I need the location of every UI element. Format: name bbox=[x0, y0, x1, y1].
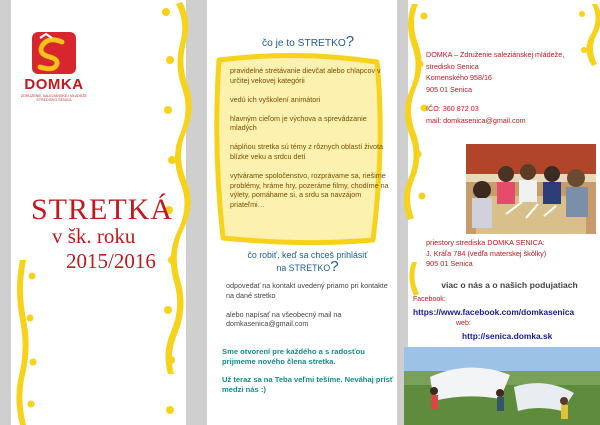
logo-subtitle-line-1: ZDRUŽENIE SALEZIÁNSKEJ MLÁDEŽE bbox=[21, 94, 87, 98]
logo-subtitle bbox=[21, 94, 87, 103]
group-photo-table bbox=[466, 144, 596, 234]
join-instructions bbox=[226, 281, 391, 338]
venue-block bbox=[426, 238, 596, 270]
question-1-text: čo je to STRETKO bbox=[262, 38, 346, 49]
web-label: web: bbox=[456, 320, 471, 327]
facebook-label: Facebook: bbox=[413, 296, 446, 303]
venue-city: 905 01 Senica bbox=[426, 259, 473, 268]
stretko-description-list bbox=[230, 66, 390, 219]
welcome-line-1: Sme otvorení pre každého a s radosťou prijmeme nového člena stretka. bbox=[222, 347, 365, 366]
question-how-to-join bbox=[235, 250, 380, 274]
question-1-mark: ? bbox=[345, 33, 355, 50]
venue-address: J. Kráľa 784 (vedľa materskej škôlky) bbox=[426, 248, 547, 258]
question-2-line-1: čo robiť, keď sa chceš prihlásiť bbox=[247, 250, 368, 260]
question-2-mark: ? bbox=[330, 258, 339, 275]
contact-ico: IČO: 360 872 03 bbox=[426, 104, 479, 113]
welcome-message bbox=[222, 347, 397, 403]
contact-org: DOMKA – Združenie saleziánskej mládeže, bbox=[426, 50, 565, 59]
more-info-heading: viac o nás a o našich podujatiach bbox=[441, 280, 578, 290]
contact-mail[interactable]: mail: domkasenica@gmail.com bbox=[426, 115, 526, 125]
description-item: vytvárame spoločenstvo, rozprávame sa, riešime problémy, hráme hry, pozeráme filmy, chodíme na výlety, pomáhame si, a srdu sa navzájom priateľmi… bbox=[230, 171, 389, 209]
cover-title: STRETKÁ bbox=[31, 193, 173, 226]
contact-branch: stredisko Senica bbox=[426, 61, 479, 71]
welcome-line-2: Už teraz sa na Teba veľmi tešíme. Neváhaj prísť medzi nás :) bbox=[222, 375, 394, 394]
description-item: náplňou stretka sú témy z rôznych oblastí života blízke veku a srdcu detí bbox=[230, 142, 384, 162]
instruction-item: odpovedať na kontakt uvedený priamo pri kontakte na dané stretko bbox=[226, 281, 388, 300]
cover-subtitle: v šk. roku bbox=[52, 224, 136, 248]
description-item: hlavným cieľom je výchova a sprevádzanie mladých bbox=[230, 113, 367, 133]
cover-years: 2015/2016 bbox=[66, 249, 156, 273]
contact-street: Komenského 958/16 bbox=[426, 73, 492, 82]
instruction-item: alebo napísať na všeobecný mail na domkasenica@gmail.com bbox=[226, 309, 342, 328]
logo-name: DOMKA bbox=[24, 76, 84, 93]
contact-city: 905 01 Senica bbox=[426, 84, 472, 94]
question-2-line-2: na STRETKO bbox=[276, 263, 331, 273]
contact-block bbox=[426, 49, 596, 126]
facebook-link[interactable]: https://www.facebook.com/domkasenica bbox=[413, 307, 575, 317]
outdoor-parachute-photo bbox=[404, 347, 600, 425]
description-item: pravidelné stretávanie dievčat alebo chlapcov v určitej vekovej kategórii bbox=[230, 66, 381, 85]
domka-logo-mark bbox=[32, 32, 76, 74]
description-item: vedú ich vyškolení animátori bbox=[230, 94, 321, 104]
question-what-is-stretko bbox=[262, 33, 354, 50]
venue-title: priestory strediska DOMKA SENICA: bbox=[426, 238, 545, 247]
web-link[interactable]: http://senica.domka.sk bbox=[462, 331, 553, 341]
logo-subtitle-line-2: STREDISKO SENICA bbox=[36, 98, 72, 103]
